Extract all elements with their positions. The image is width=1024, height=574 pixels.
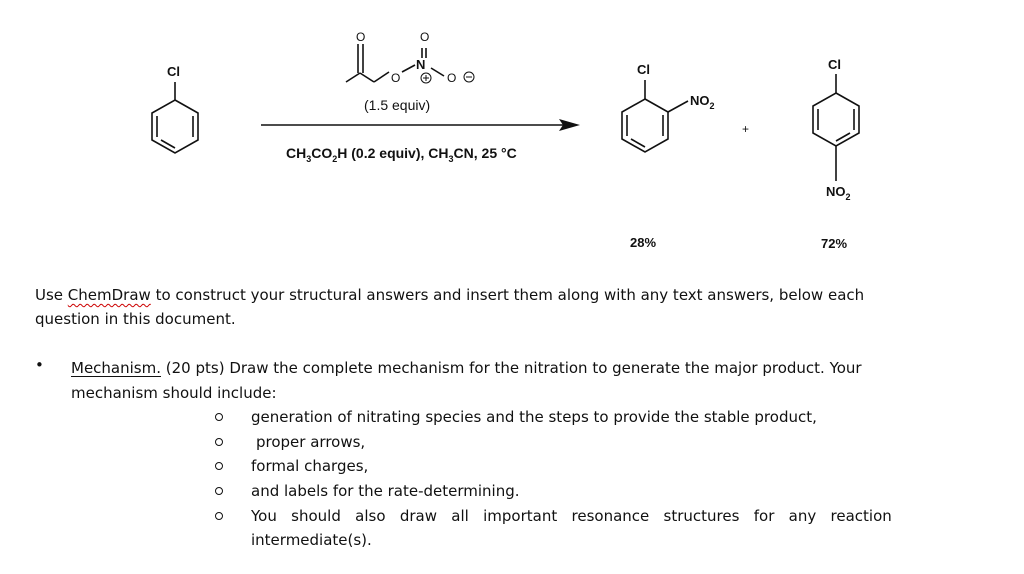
circle-bullet-icon bbox=[215, 438, 223, 446]
list-item: formal charges, bbox=[251, 457, 369, 475]
question-line-2: mechanism should include: bbox=[71, 384, 277, 402]
product1-cl-label: Cl bbox=[637, 62, 650, 77]
list-item: generation of nitrating species and the steps to provide the stable product, bbox=[251, 408, 817, 426]
product1-yield: 28% bbox=[630, 235, 657, 250]
circle-bullet-icon bbox=[215, 462, 223, 470]
product2-yield: 72% bbox=[821, 236, 848, 251]
nitro-oxygen-anion: O bbox=[447, 71, 457, 85]
instructions-line-2: question in this document. bbox=[35, 310, 236, 328]
reaction-arrow bbox=[261, 119, 580, 131]
nitrogen-atom: N bbox=[416, 57, 426, 72]
reaction-conditions: $CH_3CO_2H$ (0.2 equiv), $CH_3CN$, 25 °C bbox=[286, 145, 517, 164]
question-line-1: Mechanism. (20 pts) Draw the complete mechanism for the nitration to generate the major product. Your bbox=[71, 359, 862, 377]
carbonyl-oxygen: O bbox=[356, 30, 366, 44]
chemdraw-term: ChemDraw bbox=[67, 286, 151, 304]
list-item: and labels for the rate-determining. bbox=[251, 482, 520, 500]
product1-no2-label: $NO_2$ bbox=[690, 93, 715, 111]
product2-cl-label: Cl bbox=[828, 57, 841, 72]
reactant-chlorobenzene bbox=[152, 82, 198, 153]
positive-charge-icon bbox=[421, 73, 431, 83]
list-item-continuation: intermediate(s). bbox=[251, 531, 372, 549]
reactant-cl-label: Cl bbox=[167, 64, 180, 79]
list-item: You should also draw all important resonance structures for any reaction bbox=[251, 507, 892, 525]
bullet-icon: • bbox=[35, 356, 44, 374]
question-title: Mechanism. bbox=[71, 359, 161, 377]
reagent-equiv: (1.5 equiv) bbox=[364, 97, 431, 113]
product-para-chloronitrobenzene bbox=[813, 74, 859, 181]
plus-sign: + bbox=[742, 122, 750, 136]
nitro-oxygen-top: O bbox=[420, 30, 430, 44]
product-ortho-chloronitrobenzene bbox=[622, 80, 688, 152]
instructions-line-1: Use ChemDraw to construct your structural answers and insert them along with any text answers, below each bbox=[35, 286, 865, 304]
list-item: proper arrows, bbox=[256, 433, 366, 451]
product2-no2-label: $NO_2$ bbox=[826, 184, 851, 202]
ester-oxygen: O bbox=[391, 71, 401, 85]
reaction-scheme bbox=[0, 0, 1024, 270]
circle-bullet-icon bbox=[215, 413, 223, 421]
circle-bullet-icon bbox=[215, 512, 223, 520]
negative-charge-icon bbox=[464, 72, 474, 82]
circle-bullet-icon bbox=[215, 487, 223, 495]
